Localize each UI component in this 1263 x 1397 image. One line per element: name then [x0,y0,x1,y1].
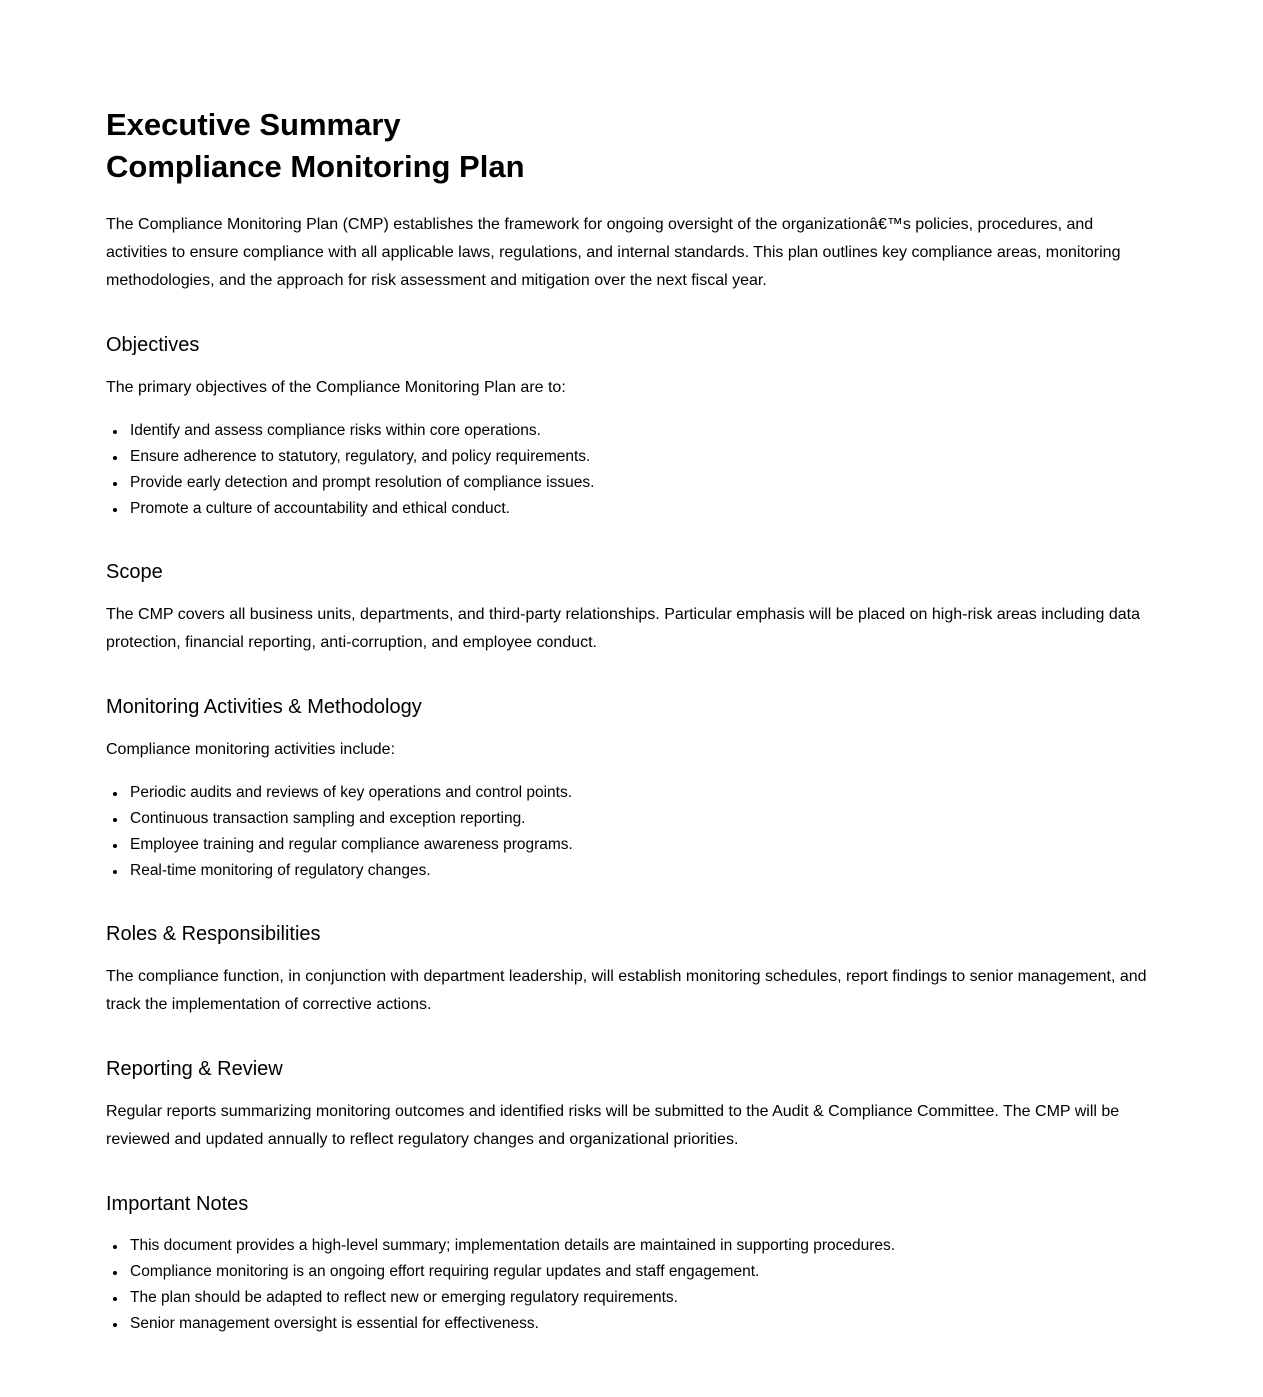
intro-paragraph: The Compliance Monitoring Plan (CMP) establishes the framework for ongoing oversight of the organizationâ€™s policies, procedures, and activities to ensure compliance with all applicable laws, regulations, and internal standards. This plan outlines key compliance areas, monitoring methodologies, and the approach for risk assessment and mitigation over the next fiscal year. [106,216,1121,289]
document-title [106,104,1156,188]
section-paragraph: The compliance function, in conjunction with department leadership, will establish monitoring schedules, report findings to senior management, and track the implementation of corrective actions. [106,968,1147,1013]
section-objectives [106,333,1156,522]
section-reporting-review [106,1057,1156,1154]
section-paragraph: The CMP covers all business units, departments, and third-party relationships. Particular emphasis will be placed on high-risk areas including data protection, financial reporting, anti-corruption, and employee conduct. [106,606,1140,651]
section-roles-responsibilities [106,922,1156,1019]
section-paragraph: Regular reports summarizing monitoring outcomes and identified risks will be submitted to the Audit & Compliance Committee. The CMP will be reviewed and updated annually to reflect regulatory changes and organizational priorities. [106,1103,1120,1148]
bullet-item: • Promote a culture of accountability and ethical conduct. [127,496,1156,522]
section-heading-reporting-review: Reporting & Review [106,1058,283,1080]
section-paragraph: Compliance monitoring activities include: [106,741,396,758]
section-paragraph: The primary objectives of the Compliance Monitoring Plan are to: [106,379,566,396]
section-heading-roles-responsibilities: Roles & Responsibilities [106,923,321,945]
section-monitoring-activities [106,695,1156,884]
section-heading-objectives: Objectives [106,334,200,356]
section-scope [106,560,1156,657]
bullet-item: • This document provides a high-level summary; implementation details are maintained in supporting procedures. [127,1233,1156,1259]
bullet-list [106,418,1156,522]
bullet-item: • Compliance monitoring is an ongoing effort requiring regular updates and staff engagement. [127,1259,1156,1285]
bullet-list [106,780,1156,884]
bullet-item: • Employee training and regular compliance awareness programs. [127,832,1156,858]
section-important-notes [106,1192,1156,1337]
bullet-list [106,1233,1156,1337]
bullet-item: • Real-time monitoring of regulatory changes. [127,858,1156,884]
bullet-item: • Provide early detection and prompt resolution of compliance issues. [127,470,1156,496]
title-line-2: Compliance Monitoring Plan [106,149,525,184]
bullet-item: • Identify and assess compliance risks within core operations. [127,418,1156,444]
section-heading-important-notes: Important Notes [106,1193,249,1215]
bullet-item: • Senior management oversight is essential for effectiveness. [127,1311,1156,1337]
section-heading-monitoring-activities: Monitoring Activities & Methodology [106,696,422,718]
title-line-1: Executive Summary [106,107,401,142]
section-heading-scope: Scope [106,561,163,583]
bullet-item: • Ensure adherence to statutory, regulatory, and policy requirements. [127,444,1156,470]
bullet-item: • Periodic audits and reviews of key operations and control points. [127,780,1156,806]
bullet-item: • Continuous transaction sampling and exception reporting. [127,806,1156,832]
bullet-item: • The plan should be adapted to reflect new or emerging regulatory requirements. [127,1285,1156,1311]
